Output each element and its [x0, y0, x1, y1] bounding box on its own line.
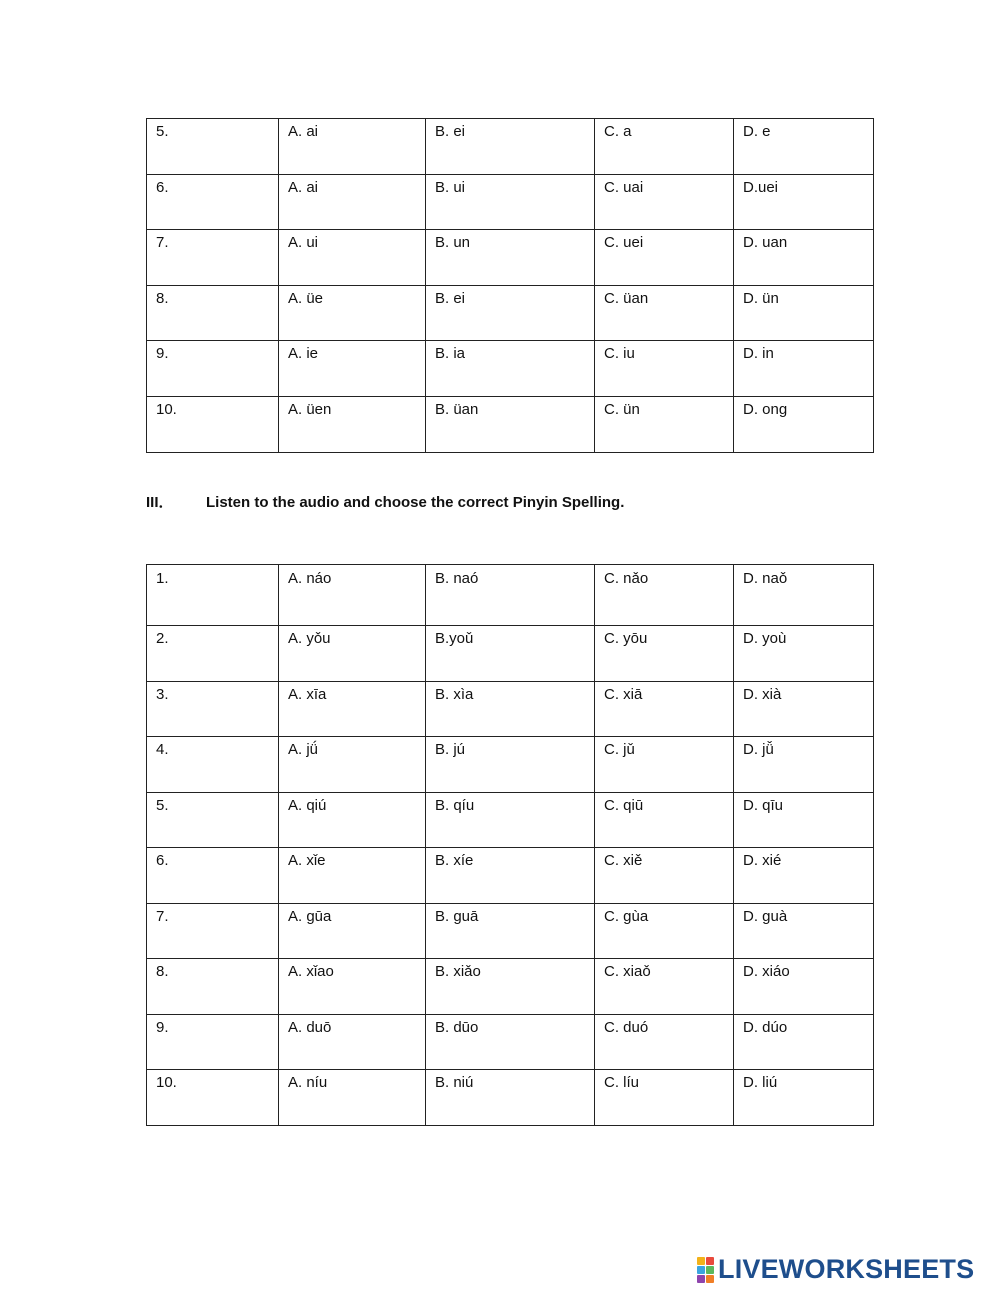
option-c: C. xiā	[595, 681, 734, 737]
question-number: 7.	[147, 230, 279, 286]
question-number: 10.	[147, 1070, 279, 1126]
option-d: D. naǒ	[734, 565, 874, 626]
option-a: A. qiú	[279, 792, 426, 848]
option-c: C. üan	[595, 285, 734, 341]
option-b: B. naó	[426, 565, 595, 626]
question-number: 9.	[147, 1014, 279, 1070]
option-c: C. nǎo	[595, 565, 734, 626]
option-b: B. un	[426, 230, 595, 286]
option-d: D. e	[734, 119, 874, 175]
table-row	[147, 1014, 874, 1070]
table-row	[147, 396, 874, 452]
question-number: 6.	[147, 174, 279, 230]
option-d: D.uei	[734, 174, 874, 230]
option-a: A. xīa	[279, 681, 426, 737]
option-d: D. in	[734, 341, 874, 397]
option-c: C. a	[595, 119, 734, 175]
option-d: D. xià	[734, 681, 874, 737]
option-a: A. ui	[279, 230, 426, 286]
option-a: A. ai	[279, 119, 426, 175]
question-number: 7.	[147, 903, 279, 959]
option-b: B. jú	[426, 737, 595, 793]
option-b: B. üan	[426, 396, 595, 452]
table-row	[147, 174, 874, 230]
option-c: C. ün	[595, 396, 734, 452]
option-a: A. níu	[279, 1070, 426, 1126]
table-row	[147, 285, 874, 341]
logo-block	[697, 1275, 705, 1283]
option-d: D. yoù	[734, 626, 874, 682]
option-c: C. iu	[595, 341, 734, 397]
option-d: D. jǚ	[734, 737, 874, 793]
table-row	[147, 119, 874, 175]
question-number: 8.	[147, 285, 279, 341]
question-number: 4.	[147, 737, 279, 793]
option-b: B. xìa	[426, 681, 595, 737]
option-a: A. ai	[279, 174, 426, 230]
option-d: D. xié	[734, 848, 874, 904]
option-c: C. xiě	[595, 848, 734, 904]
option-c: C. gùa	[595, 903, 734, 959]
table-row	[147, 959, 874, 1015]
option-d: D. ong	[734, 396, 874, 452]
option-a: A. náo	[279, 565, 426, 626]
option-a: A. xǐe	[279, 848, 426, 904]
options-table-pinyin	[146, 564, 874, 1126]
logo-text: LIVEWORKSHEETS	[718, 1254, 975, 1284]
logo-blocks-icon	[697, 1257, 714, 1283]
option-c: C. uei	[595, 230, 734, 286]
option-a: A. üen	[279, 396, 426, 452]
table-row	[147, 1070, 874, 1126]
question-number: 1.	[147, 565, 279, 626]
option-d: D. guà	[734, 903, 874, 959]
question-number: 5.	[147, 119, 279, 175]
option-b: B. dūo	[426, 1014, 595, 1070]
section-instruction: Listen to the audio and choose the correct Pinyin Spelling.	[206, 494, 625, 511]
option-b: B. ei	[426, 285, 595, 341]
question-number: 6.	[147, 848, 279, 904]
table-row	[147, 848, 874, 904]
options-table-vowels	[146, 118, 874, 453]
option-a: A. duō	[279, 1014, 426, 1070]
option-a: A. xǐao	[279, 959, 426, 1015]
logo-block	[706, 1257, 714, 1265]
option-b: B. guā	[426, 903, 595, 959]
logo-block	[706, 1275, 714, 1283]
option-b: B.yoǔ	[426, 626, 595, 682]
logo-block	[706, 1266, 714, 1274]
question-number: 10.	[147, 396, 279, 452]
table-row	[147, 626, 874, 682]
section-heading	[146, 491, 624, 512]
option-a: A. yǒu	[279, 626, 426, 682]
option-b: B. niú	[426, 1070, 595, 1126]
option-c: C. uai	[595, 174, 734, 230]
table-row	[147, 681, 874, 737]
option-c: C. xiaǒ	[595, 959, 734, 1015]
option-a: A. üe	[279, 285, 426, 341]
table-row	[147, 230, 874, 286]
table-row	[147, 341, 874, 397]
option-c: C. duó	[595, 1014, 734, 1070]
option-c: C. jǔ	[595, 737, 734, 793]
option-b: B. ui	[426, 174, 595, 230]
option-a: A. gūa	[279, 903, 426, 959]
table-row	[147, 903, 874, 959]
option-b: B. xiǎo	[426, 959, 595, 1015]
logo-block	[697, 1257, 705, 1265]
liveworksheets-logo[interactable]	[697, 1256, 974, 1283]
option-b: B. qíu	[426, 792, 595, 848]
option-a: A. jǘ	[279, 737, 426, 793]
table-row	[147, 792, 874, 848]
table-row	[147, 565, 874, 626]
table-row	[147, 737, 874, 793]
option-b: B. xíe	[426, 848, 595, 904]
logo-block	[697, 1266, 705, 1274]
section-number: III．	[146, 494, 174, 511]
option-d: D. ün	[734, 285, 874, 341]
option-d: D. qīu	[734, 792, 874, 848]
option-c: C. yōu	[595, 626, 734, 682]
question-number: 9.	[147, 341, 279, 397]
question-number: 3.	[147, 681, 279, 737]
option-d: D. dúo	[734, 1014, 874, 1070]
option-d: D. liú	[734, 1070, 874, 1126]
option-b: B. ia	[426, 341, 595, 397]
option-d: D. xiáo	[734, 959, 874, 1015]
option-a: A. ie	[279, 341, 426, 397]
option-d: D. uan	[734, 230, 874, 286]
option-c: C. qiū	[595, 792, 734, 848]
option-b: B. ei	[426, 119, 595, 175]
question-number: 5.	[147, 792, 279, 848]
question-number: 2.	[147, 626, 279, 682]
question-number: 8.	[147, 959, 279, 1015]
option-c: C. líu	[595, 1070, 734, 1126]
